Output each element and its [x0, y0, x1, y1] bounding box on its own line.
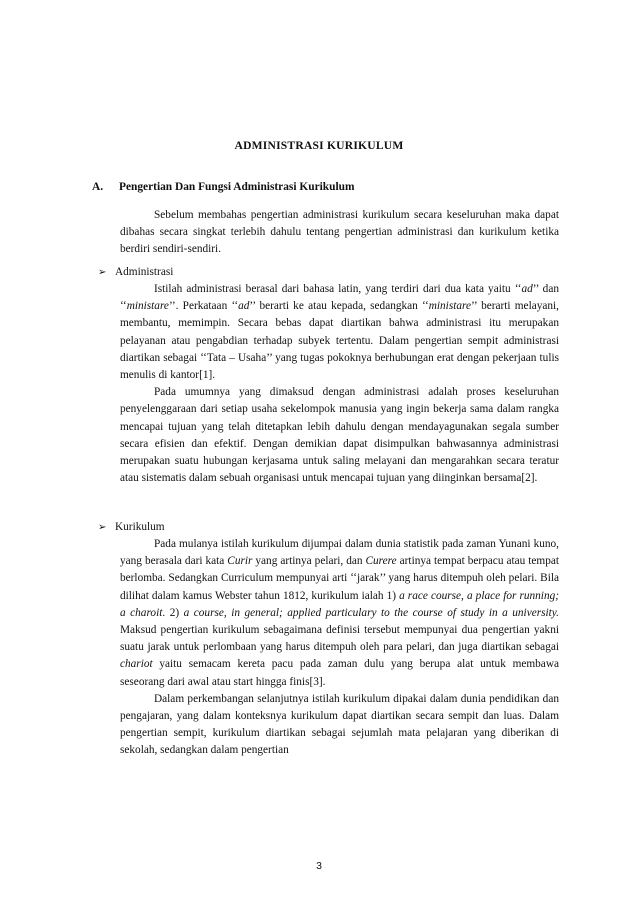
text-run: artinya tempat berpacu atau tempat berlomba. Sedangkan Curriculum mempunyai arti ‘‘jarak’’ yang harus ditempuh oleh pelari. Bila dilihat dalam kamus Webster tahun 1812, kurikulum ialah 1)	[120, 555, 559, 602]
italic-run: ad	[521, 283, 533, 295]
italic-run: Curere	[365, 555, 397, 568]
bullet-administrasi-label: Administrasi	[115, 266, 174, 278]
italic-run: ad	[238, 300, 250, 313]
section-a-title: Pengertian Dan Fungsi Administrasi Kurikulum	[119, 181, 355, 193]
text-run: Pada mulanya istilah kurikulum dijumpai dalam dunia statistik pada zaman Yunani kuno, yang berasala dari kata	[120, 538, 559, 568]
bullet-kurikulum	[98, 519, 558, 536]
italic-run: a course, in general; applied particulary to the course of study in a university.	[183, 606, 560, 619]
text-run: ’’ berarti ke atau kepada, sedangkan ‘‘	[249, 300, 429, 313]
section-a-heading	[92, 179, 562, 196]
arrow-bullet-icon: ➢	[98, 522, 107, 533]
bullet-administrasi	[98, 264, 558, 281]
text-run: Maksud pengertian kurikulum sebagaimana definisi tersebut mempunyai dua pengertian yakni suatu jarak untuk perlombaan yang harus ditempuh oleh para pelari, dan juga diartikan sebagai	[120, 624, 559, 654]
text-run: ’’. Perkataan ‘‘	[168, 300, 239, 313]
page-number: 3	[316, 860, 322, 872]
arrow-bullet-icon: ➢	[98, 267, 107, 278]
administrasi-paragraph-2: Pada umumnya yang dimaksud dengan administrasi adalah proses keseluruhan penyelenggaraan dari setiap usaha sekelompok manusia yang ingin bekerja sama dalam rangka mencapai tujuan yang telah ditetapkan lebih dahulu dengan mendayagunakan segala sumber secara efisien dan efektif. Dengan demikian dapat disimpulkan bahwasannya administrasi merupakan suatu hubungan kerjasama untuk saling melayani dan mengarahkan secara teratur atau sistematis dalam sebuah organisasi untuk mencapai tujuan yang diinginkan bersama[2].	[120, 386, 559, 485]
italic-run: ministare	[126, 300, 169, 313]
text-run: . 2)	[162, 606, 184, 619]
text-run: Istilah administrasi berasal dari bahasa latin, yang terdiri dari dua kata yaitu ‘‘	[154, 283, 522, 295]
administrasi-paragraph-1	[120, 281, 559, 384]
administrasi-block	[120, 281, 559, 487]
intro-block	[120, 207, 559, 259]
italic-run: Curir	[227, 555, 253, 568]
text-run: yang artinya pelari, dan	[252, 555, 366, 568]
page-title: ADMINISTRASI KURIKULUM	[234, 139, 404, 152]
italic-run: ministare	[428, 300, 471, 313]
intro-paragraph: Sebelum membahas pengertian administrasi kurikulum secara keseluruhan maka dapat dibahas secara singkat terlebih dahulu tentang pengertian administrasi dan kurikulum ketika berdiri sendiri-sendiri.	[120, 209, 559, 256]
text-run: ’’ dan ‘‘	[120, 283, 559, 313]
italic-run: a race course, a place for running; a charoit	[120, 589, 559, 619]
kurikulum-block	[120, 536, 559, 760]
text-run: ’’ berarti melayani, membantu, memimpin. Secara bebas dapat diartikan bahwa administrasi itu merupakan pelayanan atau pengabdian terhadap subyek tertentu. Dalam pengertian sempit administrasi diartikan sebagai ‘‘Tata – Usaha’’ yang tugas pokoknya berhubungan erat dengan pekerjaan tulis menulis di kantor[1].	[120, 300, 559, 382]
text-run: yaitu semacam kereta pacu pada zaman dulu yang berupa alat untuk membawa seseorang dari awal atau start hingga finis[3].	[120, 658, 559, 688]
kurikulum-paragraph-1	[120, 536, 559, 691]
section-a-label: A.	[92, 181, 104, 193]
bullet-kurikulum-label: Kurikulum	[115, 521, 165, 533]
kurikulum-paragraph-2: Dalam perkembangan selanjutnya istilah kurikulum dipakai dalam dunia pendidikan dan pengajaran, yang dalam konteksnya kurikulum dapat diartikan secara sempit dan luas. Dalam pengertian sempit, kurikulum diartikan sebagai sejumlah mata pelajaran yang diberikan di sekolah, sedangkan dalam pengertian	[120, 692, 559, 757]
italic-run: chariot	[120, 658, 153, 671]
